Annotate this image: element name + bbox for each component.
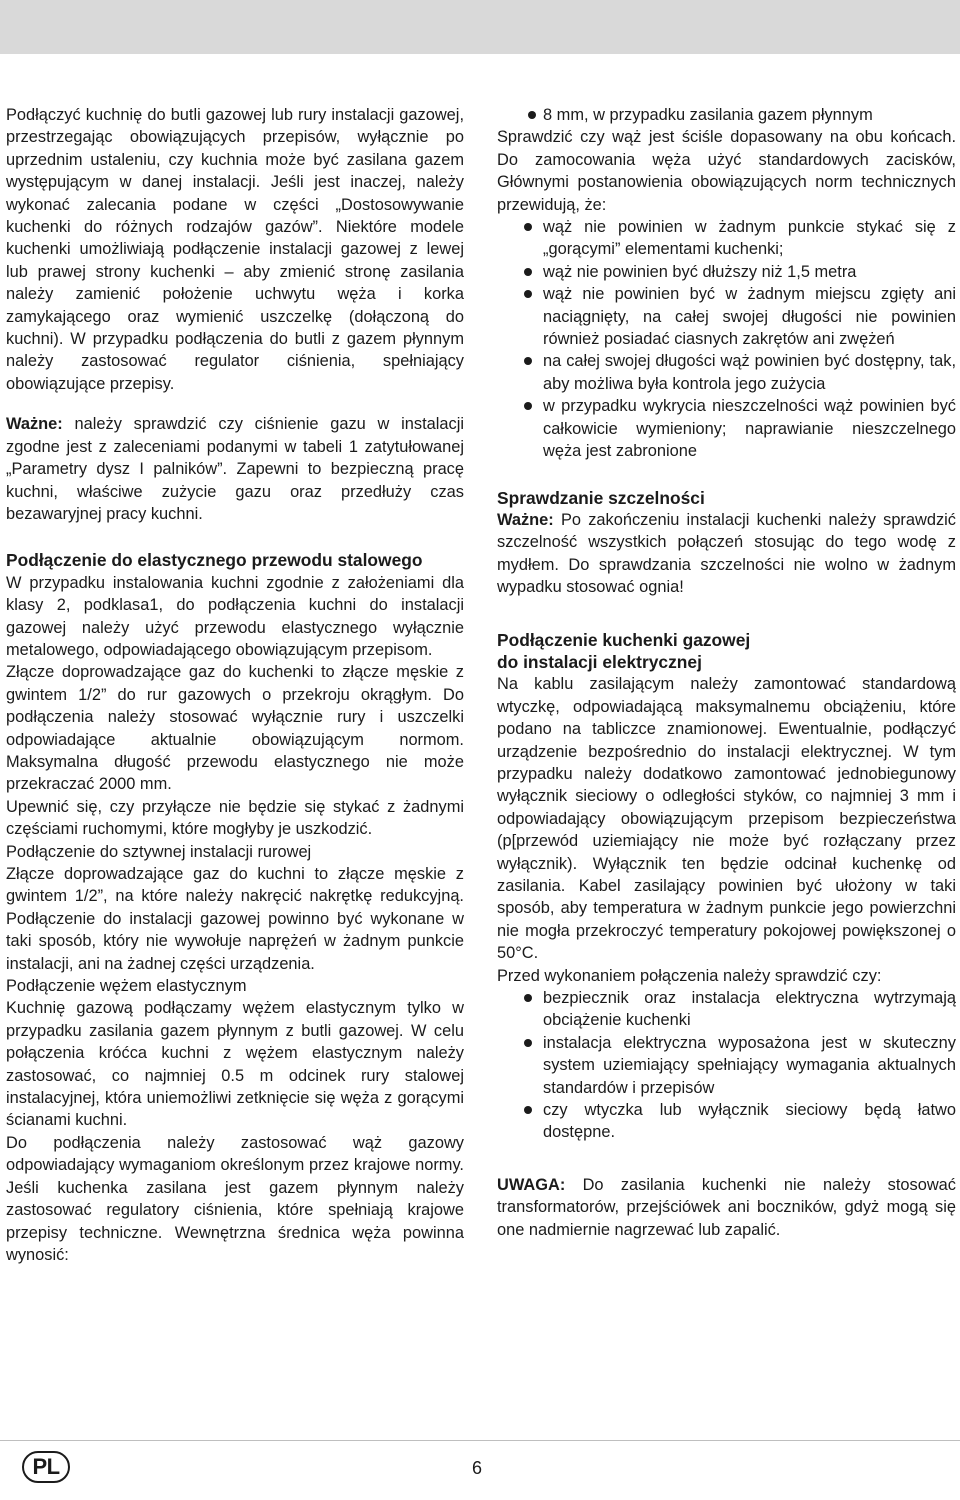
list-item: w przypadku wykrycia nieszczelności wąż powinien być całkowicie wymieniony; naprawianie nieszczelnego węża jest zabronione (497, 395, 956, 462)
warning-label: UWAGA: (497, 1175, 566, 1194)
header-band (0, 0, 960, 54)
section-heading-electrical-2: do instalacji elektrycznej (497, 651, 702, 672)
diameter-list (497, 104, 956, 126)
left-column (6, 104, 464, 1266)
paragraph-hose: Kuchnię gazową podłączamy wężem elastycznym tylko w przypadku zasilania gazem płynnym z butli gazowej. W celu połączenia króćca kuchni z wężem elastycznym należy zastosować, co najmniej 0.5 m odcinek rury stalowej instalacyjnej, która uniemożliwi zetknięcie się węża z gorącymi ścianami kuchni. (6, 999, 464, 1130)
paragraph-connector: Złącze doprowadzające gaz do kuchenki to złącze męskie z gwintem 1/2” do rur gazowych o przekroju okrągłym. Do podłączenia należy stosować wyłącznie rury i uszczelki odpowiadające aktualnie obowiązującym normom. Maksymalna długość przewodu elastycznego nie może przekraczać 2000 mm. (6, 663, 464, 794)
list-item: bezpiecznik oraz instalacja elektryczna wytrzymają obciążenie kuchenki (497, 987, 956, 1032)
important-label: Ważne: (497, 510, 554, 529)
paragraph-moving-parts: Upewnić się, czy przyłącze nie będzie się stykać z żadnymi częściami ruchomymi, które mogłyby je uszkodzić. (6, 797, 464, 839)
list-item: na całej swojej długości wąż powinien być dostępny, tak, aby możliwa była kontrola jego zużycia (497, 350, 956, 395)
bullet-icon (524, 357, 532, 365)
footer-divider (0, 1440, 960, 1441)
paragraph-hose-fit: Sprawdzić czy wąż jest ściśle dopasowany na obu końcach. Do zamocowania węża użyć standardowych zacisków, Głównymi postanowienia obowiązujących norm technicznych przewidują, że: (497, 128, 956, 214)
electrical-checks-list (497, 987, 956, 1144)
list-item: wąż nie powinien w żadnym punkcie stykać się z „gorącymi” elementami kuchenki; (497, 216, 956, 261)
paragraph-rigid-title: Podłączenie do sztywnej instalacji rurowej (6, 842, 312, 861)
list-item: 8 mm, w przypadku zasilania gazem płynnym (497, 104, 956, 126)
hose-requirements-list (497, 216, 956, 462)
bullet-icon (524, 290, 532, 298)
section-heading-flexible-hose: Podłączenie do elastycznego przewodu stalowego (6, 550, 423, 571)
bullet-icon (524, 223, 532, 231)
leak-test-text: Po zakończeniu instalacji kuchenki należy sprawdzić szczelność wszystkich połączeń stosując do tego wodę z mydłem. Do sprawdzania szczelności nie wolno w żadnym wypadku stosować ognia! (497, 510, 956, 597)
list-item: czy wtyczka lub wyłącznik sieciowy będą łatwo dostępne. (497, 1099, 956, 1144)
bullet-icon (524, 268, 532, 276)
paragraph-check-before: Przed wykonaniem połączenia należy sprawdzić czy: (497, 966, 882, 985)
bullet-icon (524, 994, 532, 1002)
important-note (6, 413, 464, 525)
bullet-icon (524, 1039, 532, 1047)
paragraph-electrical: Na kablu zasilającym należy zamontować standardową wtyczkę, odpowiadającą maksymalnemu obciążeniu, które podano na tabliczce znamionowej. Ewentualnie, podłączyć urządzenie bezpośrednio do instalacji elektrycznej. W tym przypadku należy dodatkowo zamontować jednobiegunowy wyłącznik sieciowy o odległości styków, co najmniej 3 mm i odpowiadający obowiązującym przepisom bezpieczeństwa (p[przewód uziemiający nie może być rozłączany przez wyłącznik). Wyłącznik ten będzie odcinał kuchenkę od zasilania. Kabel zasilający powinien być ułożony w taki sposób, aby temperatura w żadnym punkcie jego powierzchni nie mogła przekroczyć temperatury pokojowej powiększonej o 50°C. (497, 675, 956, 963)
bullet-icon (524, 1106, 532, 1114)
important-label: Ważne: (6, 415, 63, 434)
right-column (497, 104, 956, 1241)
section-heading-leak-test: Sprawdzanie szczelności (497, 487, 705, 508)
language-badge: PL (22, 1451, 70, 1483)
intro-paragraph: Podłączyć kuchnię do butli gazowej lub rury instalacji gazowej, przestrzegając obowiązujących przepisów, wyłącznie po uprzednim ustaleniu, czy kuchnia może być zasilana gazem występującym w danej instalacji. Jeśli jest inaczej, należy wykonać zalecania podane w części „Dostosowywanie kuchenki do różnych rodzajów gazów”. Niektóre modele kuchenki umożliwiają podłączenie instalacji gazowej z lewej lub prawej strony kuchenki – aby zmienić stronę zasilania należy zamienić położenie uchwytu węża i korka zamykającego oraz wymienić uszczelkę (dołączoną do kuchni). W przypadku podłączenia do butli z gazem płynnym należy zastosować regulator ciśnienia, spełniający obowiązujące przepisy. (6, 106, 464, 393)
list-item: instalacja elektryczna wyposażona jest w skuteczny system uziemiający spełniający wymagania aktualnych standardów i przepisów (497, 1032, 956, 1099)
leak-test-note (497, 509, 956, 599)
list-item: wąż nie powinien być w żadnym miejscu zgięty ani naciągnięty, na całej swojej długości nie powinien również posiadać ciasnych zakrętów ani zwężeń (497, 283, 956, 350)
paragraph-class2: W przypadku instalowania kuchni zgodnie z założeniami dla klasy 2, podklasa1, do podłączenia kuchni do instalacji gazowej należy użyć przewodu elastycznego wyłącznie metalowego, odpowiadającego obowiązującym przepisom. (6, 573, 464, 659)
paragraph-hose-standards: Do podłączenia należy zastosować wąż gazowy odpowiadający wymaganiom określonym przez krajowe normy. Jeśli kuchenka zasilana jest gazem płynnym należy zastosować regulatory ciśnienia, które spełniają krajowe przepisy techniczne. Wewnętrzna średnica węża powinna wynosić: (6, 1133, 464, 1264)
bullet-icon (524, 402, 532, 410)
bullet-icon (528, 111, 536, 119)
warning-note (497, 1174, 956, 1241)
warning-text: Do zasilania kuchenki nie należy stosować transformatorów, przejściówek ani boczników, gdyż mogą się one nadmiernie nagrzewać lub zapalić. (497, 1175, 956, 1239)
list-item: wąż nie powinien być dłuższy niż 1,5 metra (497, 261, 956, 283)
paragraph-hose-title: Podłączenie wężem elastycznym (6, 977, 247, 996)
page-number: 6 (472, 1458, 483, 1478)
section-heading-electrical-1: Podłączenie kuchenki gazowej (497, 629, 751, 650)
important-text: należy sprawdzić czy ciśnienie gazu w instalacji zgodne jest z zaleceniami podanymi w tabeli 1 zatytułowanej „Parametry dysz I palników”. Zapewni to bezpieczną pracę kuchni, właściwe zużycie gazu oraz przedłuży czas bezawaryjnej pracy kuchni. (6, 415, 464, 523)
paragraph-rigid: Złącze doprowadzające gaz do kuchni to złącze męskie z gwintem 1/2”, na które należy nakręcić nakrętkę redukcyjną. Podłączenie do instalacji gazowej powinno być wykonane w taki sposób, który nie wywołuje naprężeń w żadnym punkcie instalacji, ani na żadnej części urządzenia. (6, 865, 464, 973)
